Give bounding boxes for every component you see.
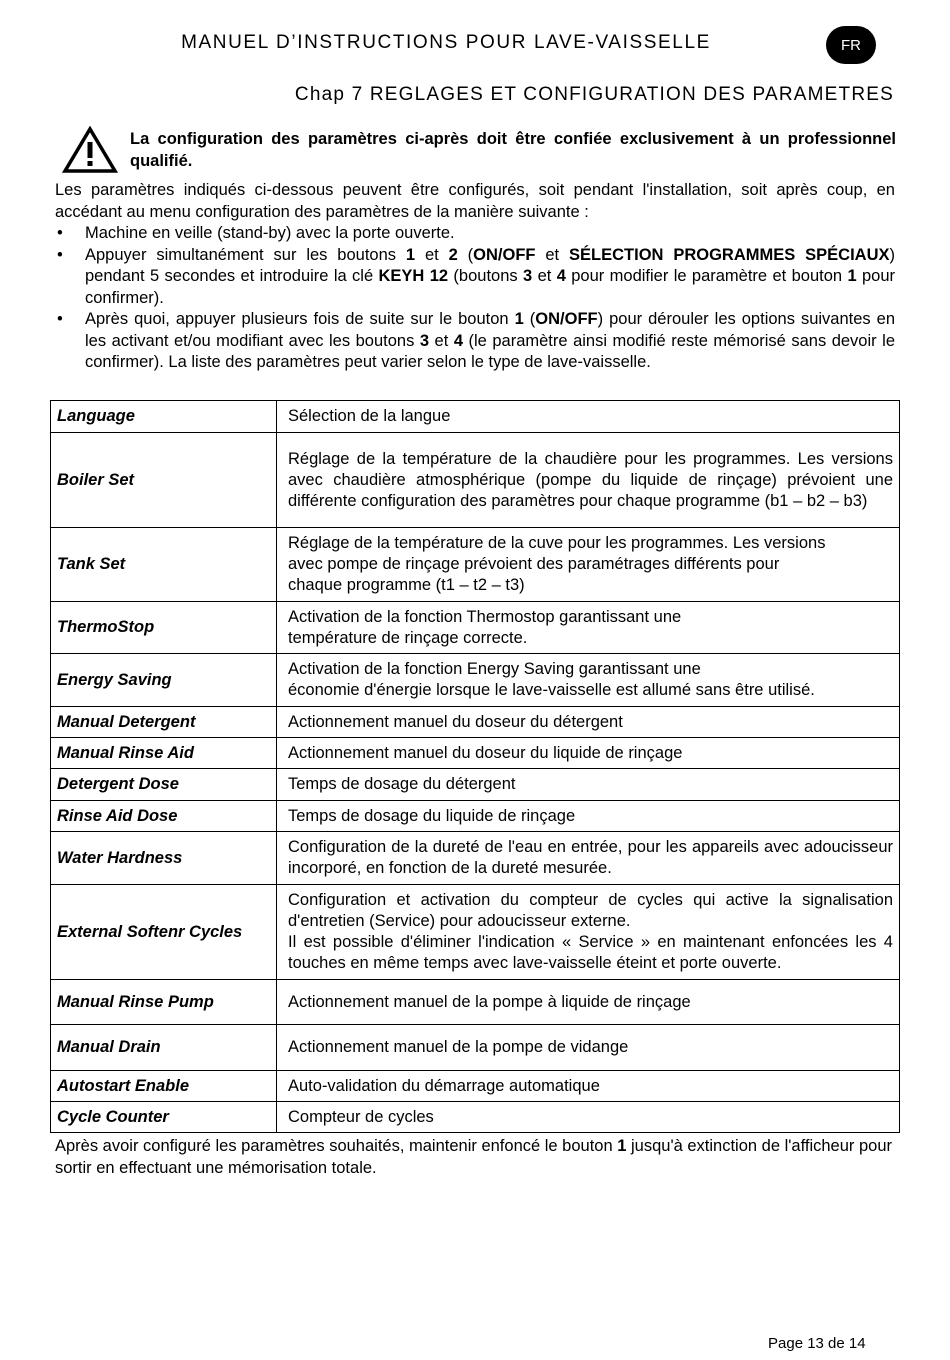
parameter-name: Manual Rinse Pump	[51, 980, 277, 1025]
parameter-name: Tank Set	[51, 528, 277, 602]
intro-paragraph: Les paramètres indiqués ci-dessous peuvent être configurés, soit pendant l'installation, soit après coup, en accédant au menu configuration des paramètres de la manière suivante :	[55, 181, 895, 221]
parameter-description: Actionnement manuel du doseur du détergent	[277, 707, 900, 738]
table-row	[51, 602, 900, 654]
parameter-description: Activation de la fonction Thermostop garantissant une température de rinçage correcte.	[277, 602, 900, 654]
warning-triangle-icon	[62, 126, 118, 174]
intro-section	[55, 180, 895, 374]
table-row	[51, 885, 900, 980]
procedure-step-1: • Machine en veille (stand-by) avec la porte ouverte.	[55, 223, 895, 245]
table-row	[51, 980, 900, 1025]
table-row	[51, 707, 900, 738]
manual-title: MANUEL D’INSTRUCTIONS POUR LAVE-VAISSELLE	[181, 32, 711, 53]
page-number: Page 13 de 14	[768, 1335, 866, 1352]
parameter-description: Réglage de la température de la chaudière pour les programmes. Les versions avec chaudière atmosphérique (pompe du liquide de rinçage) prévoient une différente configuration des paramètres pour chaque programme (b1 – b2 – b3)	[277, 433, 900, 528]
parameter-description: Configuration et activation du compteur de cycles qui active la signalisation d'entretien (Service) pour adoucisseur externe. Il est possible d'éliminer l'indication « Service » en maintenant enfoncées les 4 touches en même temps avec lave-vaisselle éteint et porte ouverte.	[277, 885, 900, 980]
parameter-name: Detergent Dose	[51, 769, 277, 801]
chapter-title: Chap 7 REGLAGES ET CONFIGURATION DES PARAMETRES	[294, 84, 894, 105]
parameter-description: Actionnement manuel du doseur du liquide de rinçage	[277, 738, 900, 769]
table-row	[51, 769, 900, 801]
warning-block	[62, 126, 896, 176]
procedure-step-3: • Après quoi, appuyer plusieurs fois de suite sur le bouton 1 (ON/OFF) pour dérouler les options suivantes en les activant et/ou modifiant avec les boutons 3 et 4 (le paramètre ainsi modifié reste mémorisé sans devoir le confirmer). La liste des paramètres peut varier selon le type de lave-vaisselle.	[55, 309, 895, 374]
parameter-description: Configuration de la dureté de l'eau en entrée, pour les appareils avec adoucisseur incorporé, en fonction de la dureté mesurée.	[277, 832, 900, 885]
parameter-name: Language	[51, 401, 277, 433]
parameter-description: Sélection de la langue	[277, 401, 900, 433]
table-row	[51, 801, 900, 832]
parameter-description: Auto-validation du démarrage automatique	[277, 1071, 900, 1102]
table-row	[51, 738, 900, 769]
parameter-name: Cycle Counter	[51, 1102, 277, 1133]
table-row	[51, 1102, 900, 1133]
parameter-name: Energy Saving	[51, 654, 277, 707]
table-row	[51, 528, 900, 602]
parameter-description: Compteur de cycles	[277, 1102, 900, 1133]
parameter-name: ThermoStop	[51, 602, 277, 654]
parameter-description: Actionnement manuel de la pompe de vidange	[277, 1025, 900, 1071]
procedure-step-2: • Appuyer simultanément sur les boutons 1 et 2 (ON/OFF et SÉLECTION PROGRAMMES SPÉCIAUX) pendant 5 secondes et introduire la clé KEYH 12 (boutons 3 et 4 pour modifier le paramètre et bouton 1 pour confirmer).	[55, 245, 895, 310]
parameter-name: Manual Rinse Aid	[51, 738, 277, 769]
table-row	[51, 401, 900, 433]
table-row	[51, 433, 900, 528]
parameter-name: Autostart Enable	[51, 1071, 277, 1102]
parameter-name: Boiler Set	[51, 433, 277, 528]
parameter-name: Manual Detergent	[51, 707, 277, 738]
parameter-description: Temps de dosage du détergent	[277, 769, 900, 801]
parameter-description: Actionnement manuel de la pompe à liquide de rinçage	[277, 980, 900, 1025]
parameter-name: Manual Drain	[51, 1025, 277, 1071]
procedure-list	[55, 223, 895, 374]
parameter-name: Rinse Aid Dose	[51, 801, 277, 832]
parameter-name: External Softenr Cycles	[51, 885, 277, 980]
parameter-name: Water Hardness	[51, 832, 277, 885]
parameter-description: Activation de la fonction Energy Saving garantissant une économie d'énergie lorsque le lave-vaisselle est allumé sans être utilisé.	[277, 654, 900, 707]
outro-paragraph: Après avoir configuré les paramètres souhaités, maintenir enfoncé le bouton 1 jusqu'à extinction de l'afficheur pour sortir en effectuant une mémorisation totale.	[55, 1137, 893, 1177]
parameter-description: Réglage de la température de la cuve pour les programmes. Les versions avec pompe de rinçage prévoient des paramétrages différents pour chaque programme (t1 – t2 – t3)	[277, 528, 900, 602]
table-row	[51, 1071, 900, 1102]
table-row	[51, 832, 900, 885]
parameter-description: Temps de dosage du liquide de rinçage	[277, 801, 900, 832]
table-row	[51, 654, 900, 707]
table-row	[51, 1025, 900, 1071]
warning-text: La configuration des paramètres ci-après doit être confiée exclusivement à un professionnel qualifié.	[130, 130, 896, 170]
language-badge: FR	[826, 26, 876, 64]
parameters-table	[50, 400, 900, 1133]
